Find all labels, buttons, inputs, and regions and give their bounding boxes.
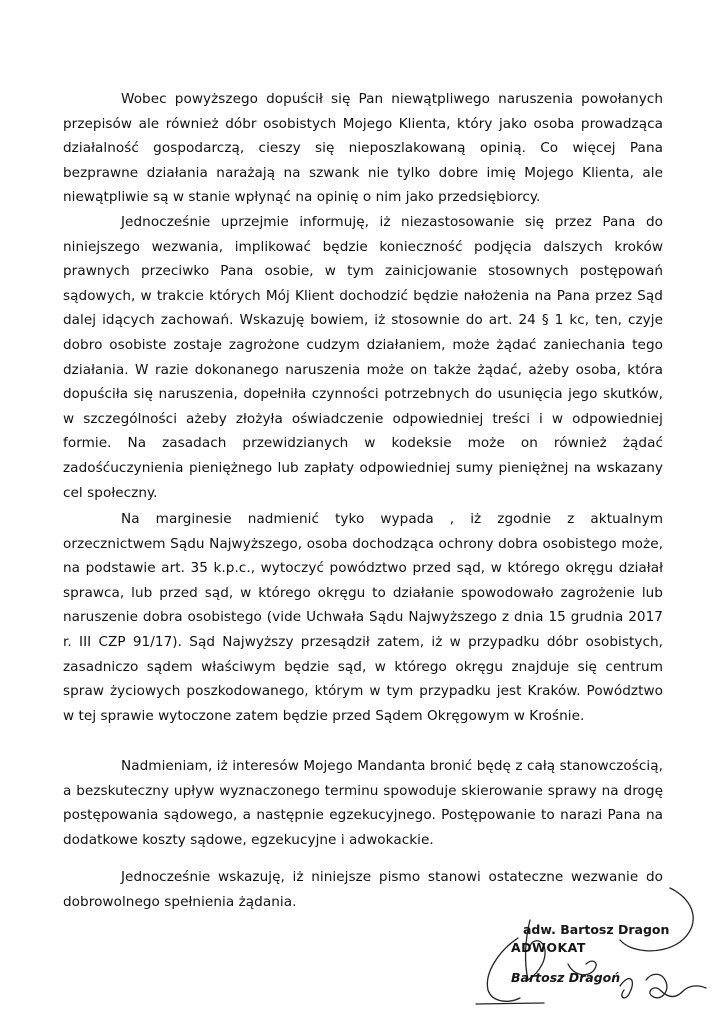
handwritten-signature-icon (470, 880, 710, 1020)
paragraph-enforcement-costs: Nadmieniam, iż interesów Mojego Mandanta bronić będę z całą stanowczością, a bezskuteczny upływ wyznaczonego terminu spowoduje skierowanie sprawy na drogę postępowania sądowego, a następnie egzekucyjnego. Postępowanie to narazi Pana na dodatkowe koszty sądowe, egzekucyjne i adwokackie. (63, 758, 663, 848)
paragraph-final-demand: Jednocześnie wskazuję, iż niniejsze pismo stanowi ostateczne wezwanie do dobrowolnego spełnienia żądania. (63, 869, 663, 910)
stamp-line-title: ADWOKAT (511, 940, 586, 955)
paragraph-violation: Wobec powyższego dopuścił się Pan niewątpliwego naruszenia powołanych przepisów ale również dóbr osobistych Mojego Klienta, który jako osoba prowadząca działalność gospodarczą, cieszy się nieposzlakowaną opinią. Co więcej Pana bezprawne działania narażają na szwank nie tylko dobre imię Mojego Klienta, ale niewątpliwie są w stanie wpłynąć na opinię o nim jako przedsiębiorcy. (63, 91, 663, 206)
stamp-line-signature-name: Bartosz Dragoń (511, 970, 621, 985)
stamp-line-name: adw. Bartosz Dragon (523, 922, 670, 937)
paragraph-court-jurisdiction: Na marginesie nadmienić tyko wypada , iż zgodnie z aktualnym orzecznictwem Sądu Najwyższego, osoba dochodząca ochrony dobra osobistego może, na podstawie art. 35 k.p.c., wytoczyć powództwo przed sąd, w którego okręgu działał sprawca, lub przed sąd, w którego okręgu to działanie spowodowało zagrożenie lub naruszenie dobra osobistego (vide Uchwała Sądu Najwyższego z dnia 15 grudnia 2017 r. III CZP 91/17). Sąd Najwyższy przesądził zatem, iż w przypadku dóbr osobistych, zasadniczo sądem właściwym będzie sąd, w którego okręgu znajduje się centrum spraw życiowych poszkodowanego, którym w tym przypadku jest Kraków. Powództwo w tej sprawie wytoczone zatem będzie przed Sądem Okręgowym w Krośnie. (63, 511, 663, 724)
paragraph-legal-consequences: Jednocześnie uprzejmie informuję, iż niezastosowanie się przez Pana do niniejszego wezwania, implikować będzie konieczność podjęcia dalszych kroków prawnych przeciwko Pana osobie, w tym zainicjowanie stosownych postępowań sądowych, w trakcie których Mój Klient dochodzić będzie nałożenia na Pana przez Sąd dalej idących zachowań. Wskazuję bowiem, iż stosownie do art. 24 § 1 kc, ten, czyje dobro osobiste zostaje zagrożone cudzym działaniem, może żądać zaniechania tego działania. W razie dokonanego naruszenia może on także żądać, ażeby osoba, która dopuściła się naruszenia, dopełniła czynności potrzebnych do usunięcia jego skutków, w szczególności ażeby złożyła oświadczenie odpowiedniej treści i w odpowiedniej formie. Na zasadach przewidzianych w kodeksie może on również żądać zadośćuczynienia pieniężnego lub zapłaty odpowiedniej sumy pieniężnej na wskazany cel społeczny. (63, 214, 663, 501)
